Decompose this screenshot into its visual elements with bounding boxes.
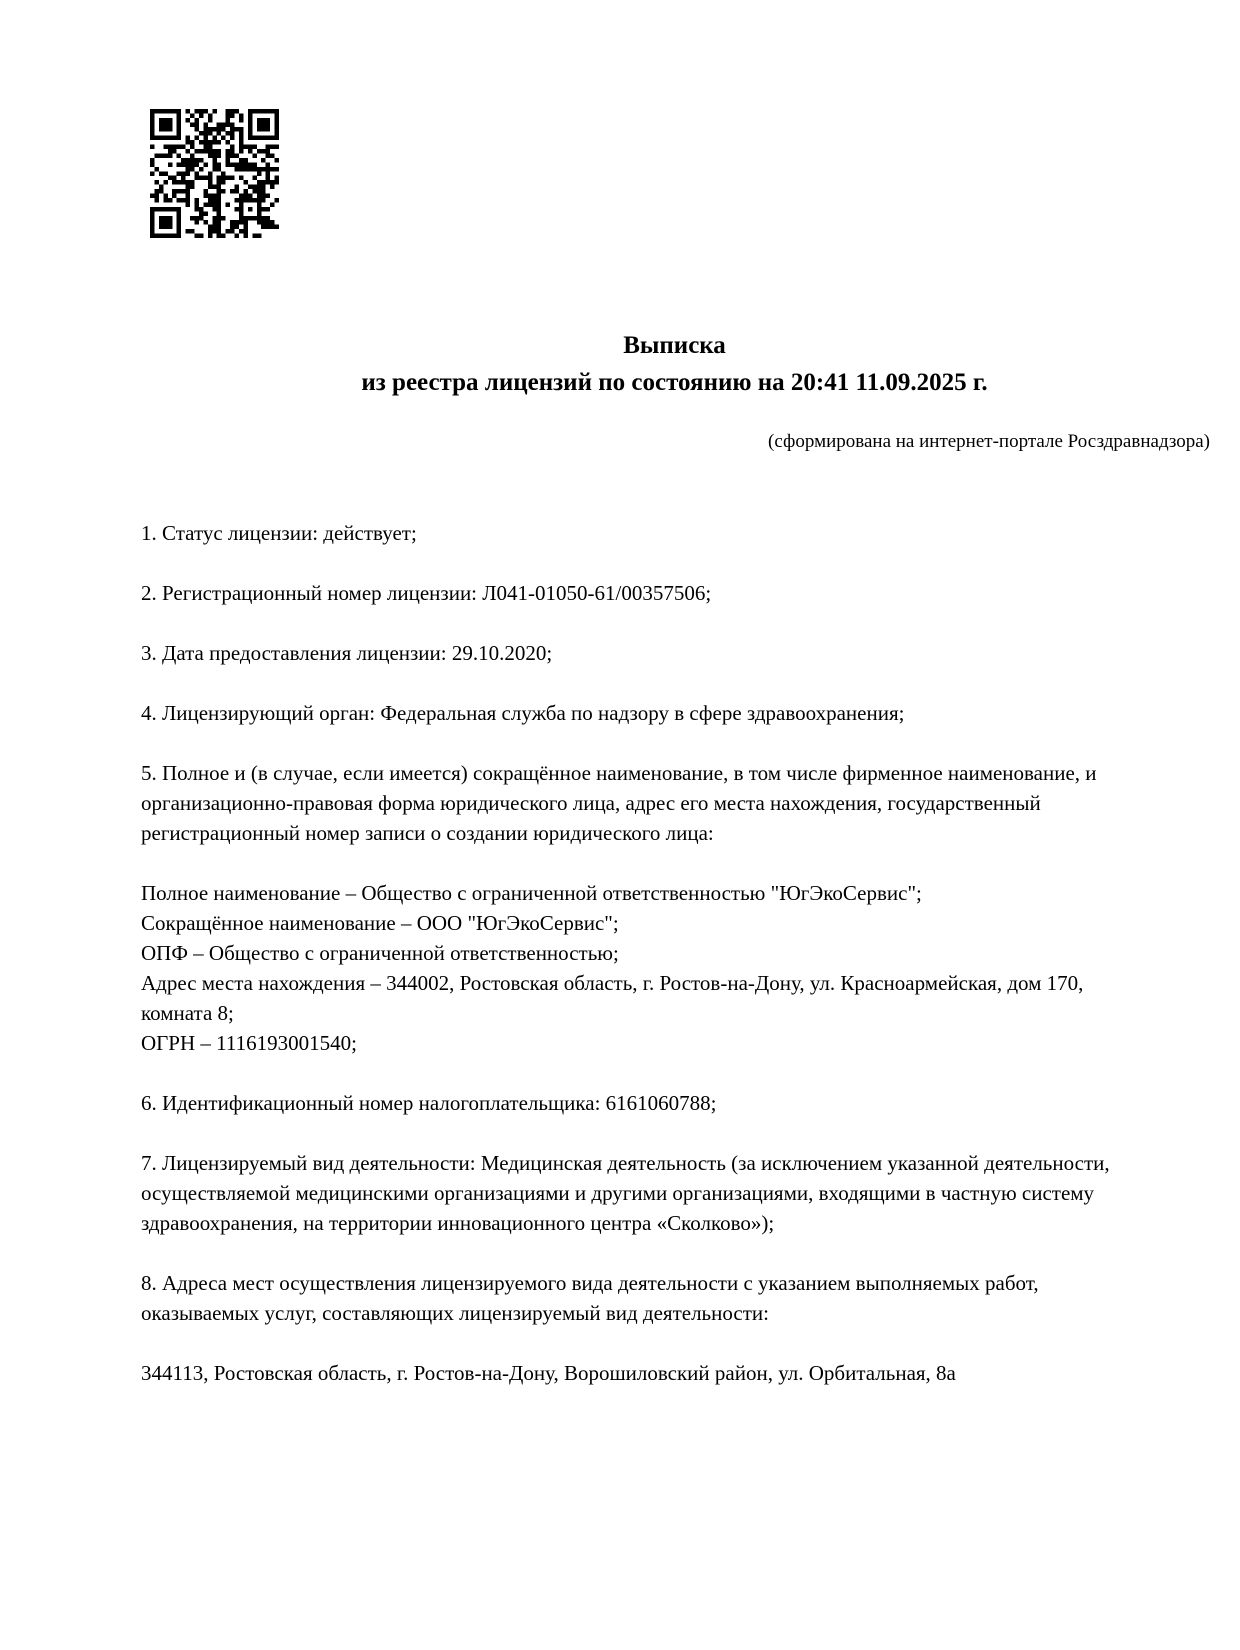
document-title (139, 327, 1210, 401)
paragraph-activity-type: 7. Лицензируемый вид деятельности: Медицинская деятельность (за исключением указанной деятельности, осуществляемой медицинскими организациями и другими организациями, входящими в частную систему здравоохранения, на территории инновационного центра «Сколково»); (141, 1151, 1110, 1235)
paragraph-legal-form: ОПФ – Общество с ограниченной ответственностью; (141, 941, 619, 965)
paragraph-inn: 6. Идентификационный номер налогоплательщика: 6161060788; (141, 1091, 717, 1115)
paragraph-reg-number: 2. Регистрационный номер лицензии: Л041-01050-61/00357506; (141, 581, 712, 605)
title-line-1: Выписка (623, 332, 726, 359)
document-body (141, 518, 1156, 1388)
qr-code-image (150, 109, 279, 238)
title-line-2: из реестра лицензий по состоянию на 20:41 11.09.2025 г. (361, 369, 988, 396)
paragraph-licensing-authority: 4. Лицензирующий орган: Федеральная служба по надзору в сфере здравоохранения; (141, 701, 905, 725)
paragraph-entity-info-heading: 5. Полное и (в случае, если имеется) сокращённое наименование, в том числе фирменное наименование, и организационно-правовая форма юридического лица, адрес его места нахождения, государственный регистрационный номер записи о создании юридического лица: (141, 761, 1097, 845)
paragraph-license-status: 1. Статус лицензии: действует; (141, 521, 417, 545)
paragraph-short-name: Сокращённое наименование – ООО "ЮгЭкоСервис"; (141, 911, 619, 935)
paragraph-activity-address: 344113, Ростовская область, г. Ростов-на-Дону, Ворошиловский район, ул. Орбитальная, 8а (141, 1361, 956, 1385)
paragraph-legal-address: Адрес места нахождения – 344002, Ростовская область, г. Ростов-на-Дону, ул. Красноармейская, дом 170, комната 8; (141, 971, 1084, 1025)
qr-code (150, 109, 279, 238)
paragraph-grant-date: 3. Дата предоставления лицензии: 29.10.2020; (141, 641, 553, 665)
document-subtitle: (сформирована на интернет-портале Росздравнадзора) (768, 431, 1210, 452)
paragraph-ogrn: ОГРН – 1116193001540; (141, 1031, 357, 1055)
paragraph-full-name: Полное наименование – Общество с ограниченной ответственностью "ЮгЭкоСервис"; (141, 881, 922, 905)
paragraph-activity-addresses-heading: 8. Адреса мест осуществления лицензируемого вида деятельности с указанием выполняемых работ, оказываемых услуг, составляющих лицензируемый вид деятельности: (141, 1271, 1039, 1325)
